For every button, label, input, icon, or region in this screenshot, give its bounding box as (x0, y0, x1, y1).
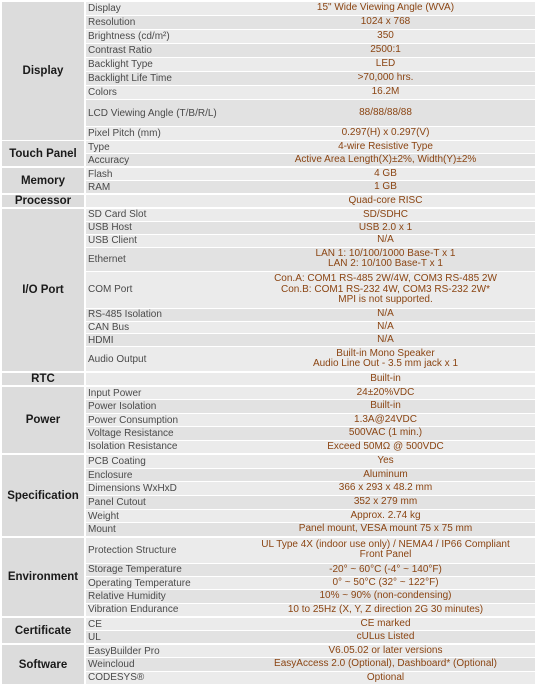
spec-row (86, 44, 535, 58)
spec-row (86, 248, 535, 273)
spec-label: CAN Bus (88, 322, 130, 334)
spec-row (86, 631, 535, 644)
section-i-o-port (2, 209, 535, 372)
spec-value: Built-in (370, 372, 401, 384)
spec-row (86, 235, 535, 248)
spec-rows (86, 387, 535, 454)
category-label: Software (2, 645, 84, 685)
spec-label: RAM (88, 181, 111, 193)
spec-label: HDMI (88, 334, 114, 346)
spec-label: Audio Output (88, 353, 147, 365)
spec-label: Accuracy (88, 154, 130, 166)
category-label: Display (2, 2, 84, 141)
spec-value-line: Built-in Mono Speaker (336, 347, 435, 359)
spec-value (236, 538, 535, 563)
spec-label: Weight (88, 510, 119, 522)
spec-value: 4 GB (374, 167, 397, 179)
section-environment (2, 538, 535, 617)
section-certificate (2, 618, 535, 644)
spec-row (86, 577, 535, 590)
spec-label: USB Client (88, 235, 137, 247)
spec-row (86, 309, 535, 322)
spec-value: V6.05.02 or later versions (328, 644, 443, 656)
section-touch-panel (2, 141, 535, 167)
spec-value: 10 to 25Hz (X, Y, Z direction 2G 30 minutes) (287, 603, 484, 615)
spec-value: 4-wire Resistive Type (338, 140, 433, 152)
spec-row (86, 209, 535, 222)
spec-value: 350 (377, 30, 394, 42)
spec-value: CE marked (360, 617, 411, 629)
category-label: Power (2, 387, 84, 454)
section-rtc (2, 373, 535, 386)
spec-value: Aluminum (363, 468, 408, 480)
spec-rows (86, 645, 535, 685)
spec-rows (86, 141, 535, 167)
spec-value: Active Area Length(X)±2%, Width(Y)±2% (294, 153, 477, 165)
spec-label: Contrast Ratio (88, 45, 152, 56)
spec-value: 1024 x 768 (360, 16, 411, 28)
spec-rows (86, 618, 535, 644)
spec-value: 1.3A@24VDC (354, 413, 417, 425)
spec-value (236, 248, 535, 272)
spec-row (86, 373, 535, 386)
spec-value: EasyAccess 2.0 (Optional), Dashboard* (Optional) (274, 658, 497, 670)
spec-label: Type (88, 141, 110, 153)
spec-row (86, 510, 535, 524)
spec-label: Vibration Endurance (88, 604, 179, 616)
spec-value: Panel mount, VESA mount 75 x 75 mm (298, 523, 473, 535)
spec-row (86, 72, 535, 86)
spec-label: Protection Structure (88, 544, 177, 556)
spec-value: 352 x 279 mm (353, 496, 418, 508)
spec-value-line: Con.A: COM1 RS-485 2W/4W, COM3 RS-485 2W (274, 273, 497, 285)
spec-value: N/A (377, 334, 394, 346)
spec-row (86, 58, 535, 72)
spec-label: Display (88, 3, 121, 14)
spec-row (86, 272, 535, 309)
spec-row (86, 496, 535, 510)
spec-value: -20° ~ 60°C (-4° ~ 140°F) (329, 563, 442, 575)
spec-rows (86, 538, 535, 617)
spec-row (86, 222, 535, 235)
spec-value: Yes (377, 455, 394, 467)
spec-label: Storage Temperature (88, 564, 182, 576)
spec-value: 16.2M (371, 86, 400, 98)
spec-value: N/A (377, 321, 394, 333)
spec-value (236, 347, 535, 371)
spec-label: SD Card Slot (88, 209, 147, 221)
spec-value-line: UL Type 4X (indoor use only) / NEMA4 / IP66 Compliant (261, 538, 510, 550)
spec-row (86, 154, 535, 167)
spec-label: CODESYS® (88, 672, 145, 684)
section-power (2, 387, 535, 454)
spec-row (86, 564, 535, 577)
spec-row (86, 127, 535, 141)
spec-rows (86, 209, 535, 372)
spec-rows (86, 2, 535, 141)
spec-value-line: MPI is not supported. (338, 294, 433, 306)
category-label: Certificate (2, 618, 84, 644)
spec-row (86, 141, 535, 154)
spec-value-line: LAN 2: 10/100 Base-T x 1 (328, 258, 443, 270)
spec-row (86, 322, 535, 335)
section-display (2, 2, 535, 141)
spec-row (86, 334, 535, 347)
spec-row (86, 523, 535, 537)
section-software (2, 645, 535, 685)
spec-value: 10% ~ 90% (non-condensing) (319, 590, 452, 602)
spec-label: Power Isolation (88, 401, 157, 413)
spec-label (86, 195, 236, 207)
spec-row (86, 441, 535, 454)
spec-value: 0.297(H) x 0.297(V) (341, 127, 430, 139)
spec-label: Backlight Life Time (88, 73, 172, 84)
section-specification (2, 455, 535, 537)
spec-row (86, 645, 535, 658)
spec-label: Brightness (cd/m²) (88, 31, 170, 42)
category-label: Environment (2, 538, 84, 617)
spec-label: UL (88, 631, 101, 643)
spec-row (86, 86, 535, 100)
category-label: Touch Panel (2, 141, 84, 167)
spec-value: N/A (377, 234, 394, 246)
spec-label: Resolution (88, 17, 136, 28)
spec-row (86, 658, 535, 671)
spec-label: COM Port (88, 284, 133, 296)
category-label: Specification (2, 455, 84, 537)
spec-value: 88/88/88/88 (359, 106, 412, 118)
spec-value: 366 x 293 x 48.2 mm (338, 482, 433, 494)
spec-label: Power Consumption (88, 414, 179, 426)
spec-label: Operating Temperature (88, 577, 191, 589)
spec-value: >70,000 hrs. (357, 72, 414, 84)
spec-value: USB 2.0 x 1 (358, 221, 413, 233)
spec-label: USB Host (88, 222, 132, 234)
spec-value: cULus Listed (356, 630, 415, 642)
section-memory (2, 168, 535, 194)
spec-row (86, 168, 535, 181)
spec-label: Weincloud (88, 658, 135, 670)
category-label: Memory (2, 168, 84, 194)
spec-value: N/A (377, 308, 394, 320)
spec-label: RS-485 Isolation (88, 309, 162, 321)
spec-value: 15" Wide Viewing Angle (WVA) (316, 2, 455, 14)
spec-value-line: Con.B: COM1 RS-232 4W, COM3 RS-232 2W* (281, 283, 490, 295)
spec-row (86, 347, 535, 372)
spec-label: Input Power (88, 387, 142, 399)
spec-value: 24±20%VDC (356, 386, 415, 398)
spec-label: Flash (88, 168, 113, 180)
spec-value: Quad-core RISC (348, 194, 423, 206)
spec-row (86, 590, 535, 603)
spec-value: 0° ~ 50°C (32° ~ 122°F) (332, 576, 439, 588)
spec-label: Dimensions WxHxD (88, 483, 177, 495)
spec-label: Voltage Resistance (88, 427, 174, 439)
spec-rows (86, 168, 535, 194)
spec-row (86, 400, 535, 413)
spec-row (86, 618, 535, 631)
spec-value-line: Front Panel (359, 549, 412, 561)
spec-label: Enclosure (88, 469, 133, 481)
spec-label: Ethernet (88, 253, 126, 265)
spec-label: CE (88, 618, 102, 630)
spec-value: SD/SDHC (362, 208, 408, 220)
spec-value: Exceed 50MΩ @ 500VDC (327, 440, 444, 452)
spec-value: Optional (366, 671, 405, 683)
spec-value: LED (375, 58, 396, 70)
spec-row (86, 455, 535, 469)
spec-value: 2500:1 (370, 44, 401, 56)
section-processor (2, 195, 535, 208)
spec-label: Colors (88, 87, 117, 98)
spec-rows (86, 373, 535, 386)
spec-label: Pixel Pitch (mm) (88, 128, 161, 139)
spec-row (86, 387, 535, 400)
spec-row (86, 469, 535, 483)
category-label: I/O Port (2, 209, 84, 372)
category-label: RTC (2, 373, 84, 386)
spec-label: Backlight Type (88, 59, 153, 70)
spec-row (86, 181, 535, 194)
spec-rows (86, 455, 535, 537)
spec-row (86, 427, 535, 440)
spec-row (86, 482, 535, 496)
spec-rows (86, 195, 535, 208)
spec-label: Isolation Resistance (88, 441, 178, 453)
spec-row (86, 195, 535, 208)
spec-value: 1 GB (374, 180, 397, 192)
spec-row (86, 16, 535, 30)
spec-label: Relative Humidity (88, 590, 166, 602)
spec-row (86, 414, 535, 427)
spec-label: PCB Coating (88, 455, 146, 467)
spec-value: Built-in (370, 400, 401, 412)
spec-label: Mount (88, 524, 116, 536)
category-label: Processor (2, 195, 84, 208)
spec-row (86, 604, 535, 617)
spec-row (86, 672, 535, 685)
spec-value-line: Audio Line Out - 3.5 mm jack x 1 (312, 358, 459, 370)
spec-value: Approx. 2.74 kg (350, 509, 421, 521)
spec-row (86, 2, 535, 16)
spec-label (86, 373, 236, 385)
spec-value (236, 272, 535, 308)
spec-label: Panel Cutout (88, 496, 146, 508)
spec-label: EasyBuilder Pro (88, 645, 160, 657)
spec-row (86, 538, 535, 564)
spec-row (86, 30, 535, 44)
spec-row (86, 100, 535, 127)
spec-value-line: LAN 1: 10/100/1000 Base-T x 1 (315, 247, 456, 259)
spec-label: LCD Viewing Angle (T/B/R/L) (88, 107, 217, 119)
spec-value: 500VAC (1 min.) (348, 427, 423, 439)
